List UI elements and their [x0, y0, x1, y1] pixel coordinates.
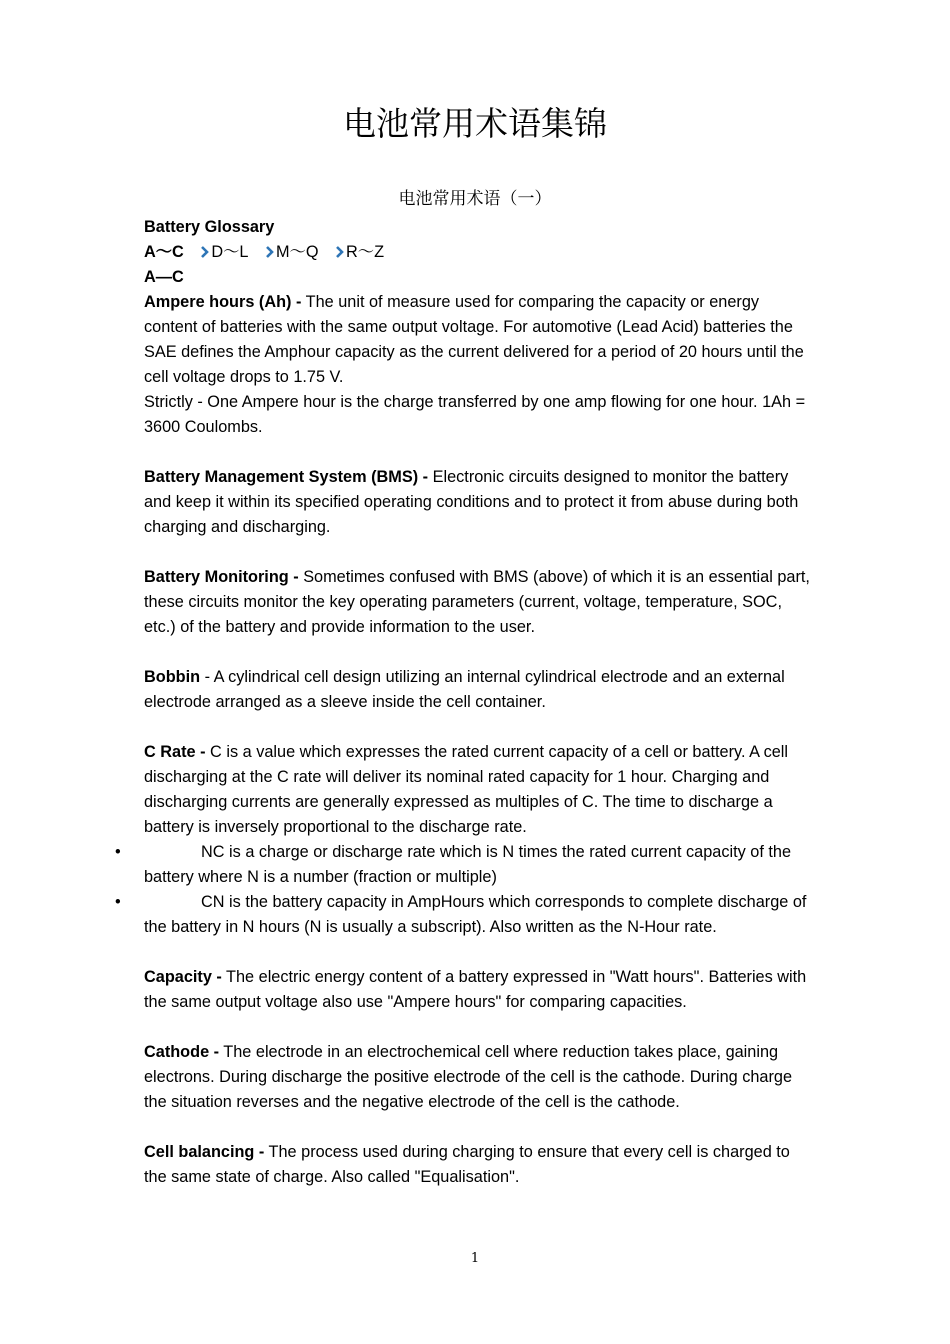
entry-term: Cathode -: [144, 1043, 220, 1061]
entry-cathode: [144, 1040, 814, 1115]
entry-definition: Electronic circuits designed to monitor the battery and keep it within its specified operating conditions and to protect it from abuse during both charging and discharging.: [144, 468, 799, 536]
nav-link-r-z[interactable]: [335, 240, 384, 265]
chevron-right-icon: [335, 246, 345, 258]
page-subtitle: 电池常用术语（一）: [398, 189, 552, 209]
entry-definition: The unit of measure used for comparing the capacity or energy content of batteries with the same output voltage. For automotive (Lead Acid) batteries the SAE defines the Amphour capacity as the current delivered for a period of 20 hours until the cell voltage drops to 1.75 V.: [144, 293, 804, 386]
nav-link-label: R～Z: [346, 243, 385, 261]
entry-bms: [144, 465, 814, 540]
glossary-heading: Battery Glossary: [144, 218, 275, 236]
entry-term: Cell balancing -: [144, 1143, 265, 1161]
entry-definition: - A cylindrical cell design utilizing an internal cylindrical electrode and an external electrode arranged as a sleeve inside the cell container.: [144, 668, 785, 711]
nav-link-label: M～Q: [275, 243, 319, 261]
bullet-text: CN is the battery capacity in AmpHours which corresponds to complete discharge of the battery in N hours (N is usually a subscript). Also written as the N-Hour rate.: [144, 893, 807, 936]
bullet-icon: •: [115, 893, 121, 911]
entry-ampere-hours: [144, 290, 814, 390]
entry-term: Battery Management System (BMS) -: [144, 468, 429, 486]
entry-battery-monitoring: [144, 565, 814, 640]
page-number: 1: [470, 1251, 480, 1266]
nav-link-m-q[interactable]: [265, 240, 319, 265]
chevron-right-icon: [265, 246, 275, 258]
bullet-icon: •: [115, 843, 121, 861]
entry-bobbin: [144, 665, 814, 715]
entry-c-rate: [144, 740, 814, 840]
entry-definition: The electric energy content of a battery expressed in "Watt hours". Batteries with the same output voltage also use "Ampere hours" for comparing capacities.: [144, 968, 807, 1011]
entry-term: C Rate -: [144, 743, 206, 761]
chevron-right-icon: [200, 246, 210, 258]
list-item: [115, 890, 814, 940]
entry-term: Ampere hours (Ah) -: [144, 293, 302, 311]
list-item: [115, 840, 814, 890]
section-heading: A—C: [144, 268, 184, 286]
entry-definition: The process used during charging to ensure that every cell is charged to the same state of charge. Also called "Equalisation".: [144, 1143, 790, 1186]
entry-definition: C is a value which expresses the rated current capacity of a cell or battery. A cell discharging at the C rate will deliver its nominal rated capacity for 1 hour. Charging and discharging currents are generally expressed as multiples of C. The time to discharge a battery is inversely proportional to the discharge rate.: [144, 743, 789, 836]
nav-current-range: A～C: [144, 243, 184, 261]
bullet-text: NC is a charge or discharge rate which is N times the rated current capacity of the battery where N is a number (fraction or multiple): [144, 843, 792, 886]
entry-ampere-hours-extra: Strictly - One Ampere hour is the charge transferred by one amp flowing for one hour. 1Ah = 3600 Coulombs.: [144, 393, 806, 436]
letter-navigation: [144, 240, 814, 265]
entry-cell-balancing: [144, 1140, 814, 1190]
nav-link-label: D～L: [211, 243, 249, 261]
entry-term: Capacity -: [144, 968, 222, 986]
entry-term: Battery Monitoring -: [144, 568, 299, 586]
entry-definition: Sometimes confused with BMS (above) of which it is an essential part, these circuits monitor the key operating parameters (current, voltage, temperature, SOC, etc.) of the battery and provide information to the user.: [144, 568, 810, 636]
entry-definition: The electrode in an electrochemical cell where reduction takes place, gaining electrons. During discharge the positive electrode of the cell is the cathode. During charge the situation reverses and the negative electrode of the cell is the cathode.: [144, 1043, 792, 1111]
entry-capacity: [144, 965, 814, 1015]
nav-link-d-l[interactable]: [200, 240, 248, 265]
entry-term: Bobbin: [144, 668, 201, 686]
page-title: 电池常用术语集锦: [343, 104, 607, 143]
glossary-content: [115, 215, 814, 1190]
